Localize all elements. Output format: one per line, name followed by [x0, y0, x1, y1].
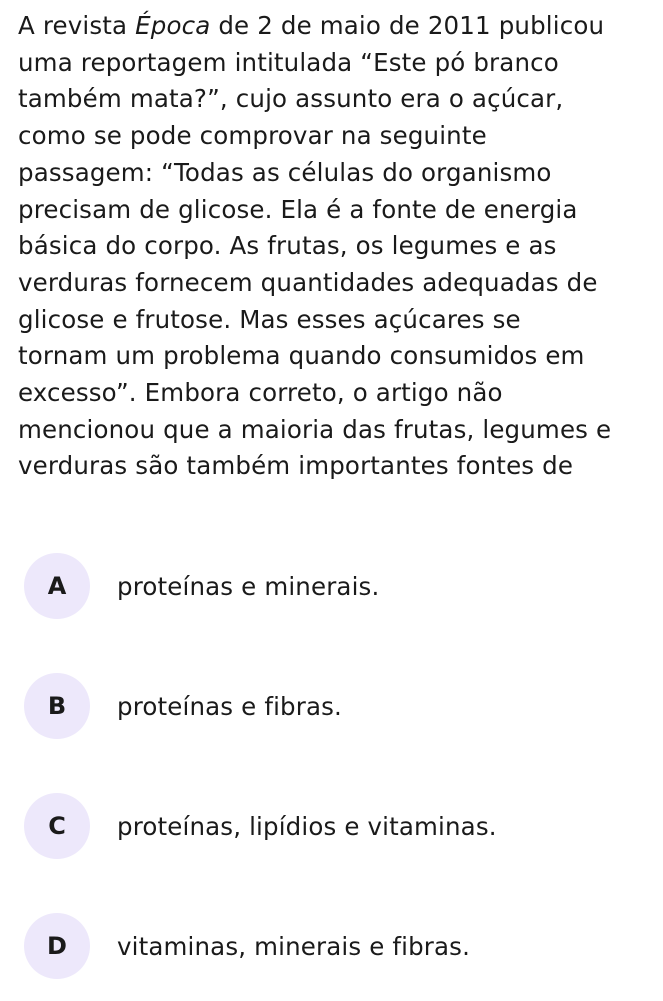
magazine-name: Época: [135, 11, 211, 40]
question-line1-prefix: A revista: [18, 11, 136, 40]
question-line1-suffix: de 2 de maio de 2011 publicou: [210, 11, 605, 40]
option-b-text: proteínas e fibras.: [117, 691, 342, 721]
option-d-badge: D: [24, 913, 90, 979]
option-a-text: proteínas e minerais.: [117, 571, 380, 601]
question-intro: [18, 11, 604, 40]
option-b[interactable]: [24, 673, 644, 739]
option-a[interactable]: [24, 553, 644, 619]
option-d-text: vitaminas, minerais e fibras.: [117, 931, 471, 961]
option-c[interactable]: [24, 793, 644, 859]
option-b-badge: B: [24, 673, 90, 739]
option-c-badge: C: [24, 793, 90, 859]
question-body: uma reportagem intitulada “Este pó branco também mata?”, cujo assunto era o açúcar, como se pode comprovar na seguinte passagem: “Todas as células do organismo precisam de glicose. Ela é a fonte de energia básica do corpo. As frutas, os legumes e as verduras fornecem quantidades adequadas de glicose e frutose. Mas esses açúcares se tornam um problema quando consumidos em excesso”. Embora correto, o artigo não mencionou que a maioria das frutas, legumes e verduras são também importantes fontes de: [18, 47, 612, 481]
option-a-badge: A: [24, 553, 90, 619]
option-c-text: proteínas, lipídios e vitaminas.: [117, 811, 497, 841]
option-d[interactable]: [24, 913, 644, 979]
question-text: [18, 8, 658, 485]
